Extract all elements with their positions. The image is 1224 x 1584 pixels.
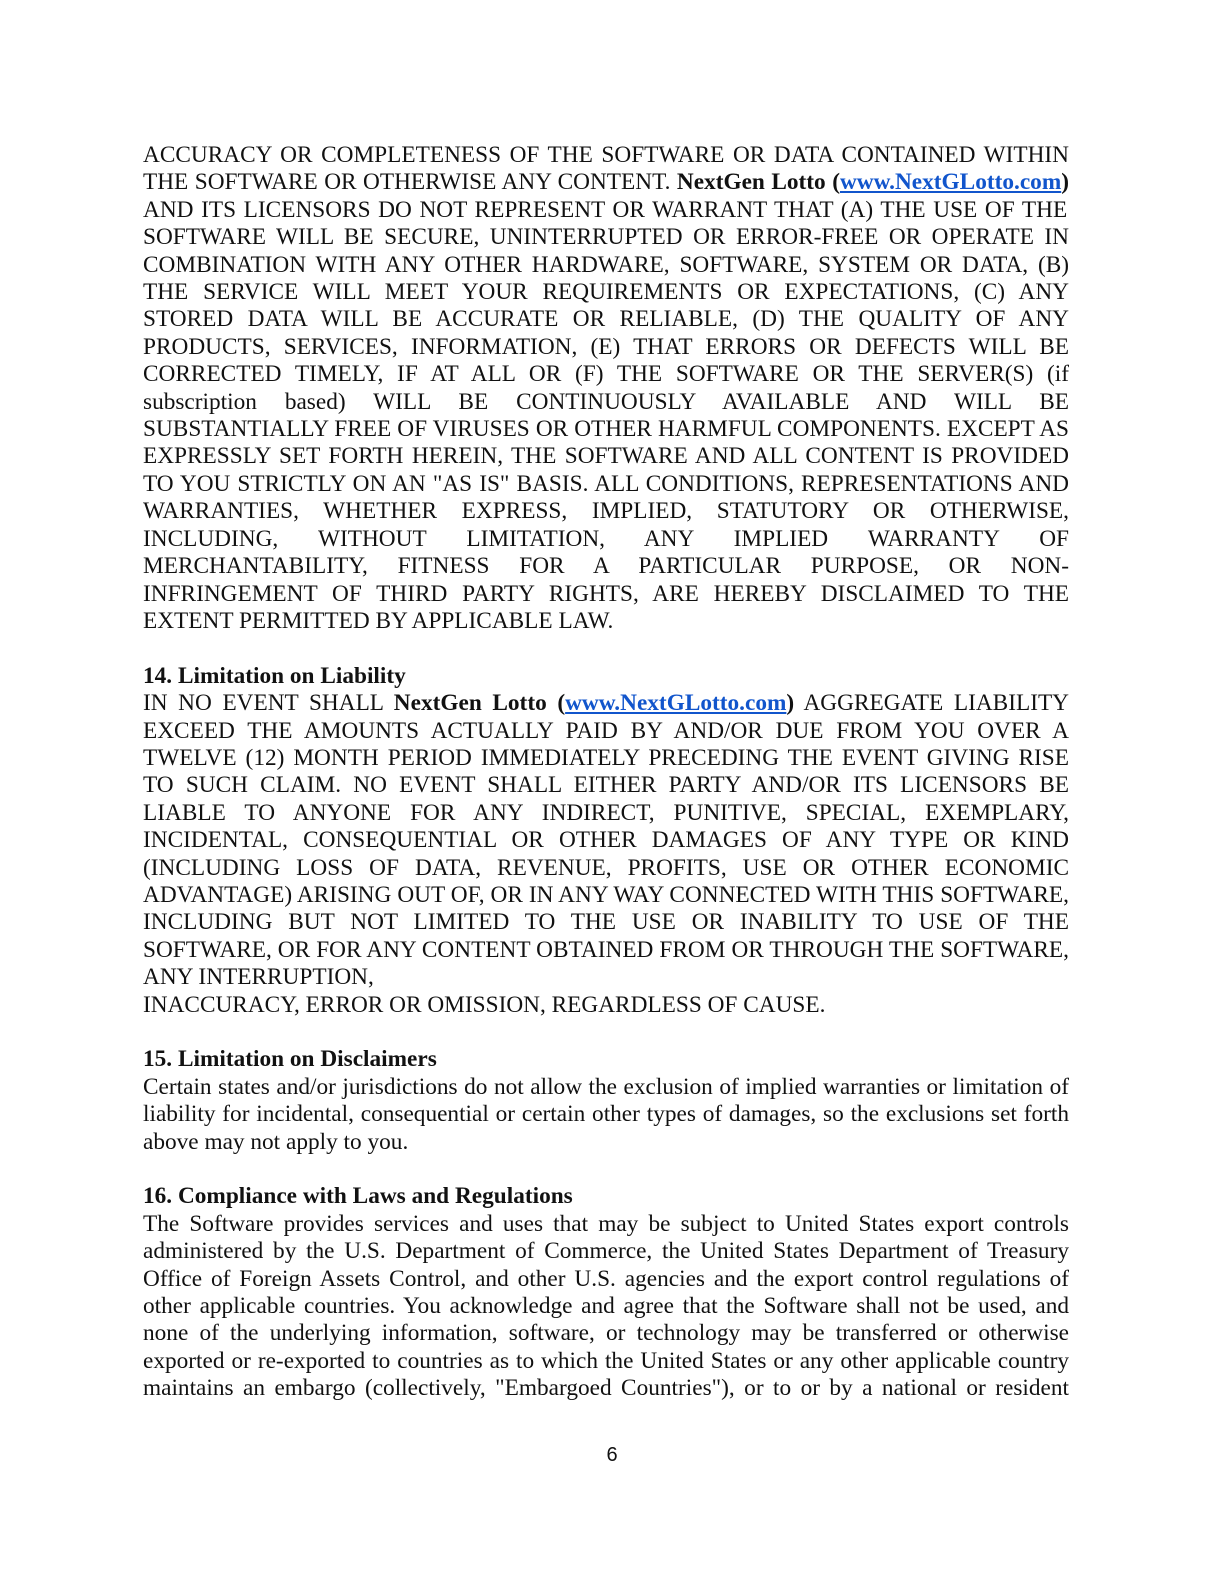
section-14-body [143, 690, 1069, 991]
nextglotto-link[interactable]: www.NextGLotto.com [839, 169, 1062, 196]
section-13-text-part2: AND ITS LICENSORS DO NOT REPRESENT OR WARRANT THAT (A) THE USE OF THE SOFTWARE WILL BE SECURE, UNINTERRUPTED OR ERROR-FREE OR OPERATE IN COMBINATION WITH ANY OTHER HARDWARE, SOFTWARE, SYSTEM OR DATA, (B) THE SERVICE WILL MEET YOUR REQUIREMENTS OR EXPECTATIONS, (C) ANY STORED DATA WILL BE ACCURATE OR RELIABLE, (D) THE QUALITY OF ANY PRODUCTS, SERVICES, INFORMATION, (E) THAT ERRORS OR DEFECTS WILL BE CORRECTED TIMELY, IF AT ALL OR (F) THE SOFTWARE OR THE SERVER(S) (if subscription based) WILL BE CONTINUOUSLY AVAILABLE AND WILL BE SUBSTANTIALLY FREE OF VIRUSES OR OTHER HARMFUL COMPONENTS. EXCEPT AS EXPRESSLY SET FORTH HEREIN, THE SOFTWARE AND ALL CONTENT IS PROVIDED TO YOU STRICTLY ON AN "AS IS" BASIS. ALL CONDITIONS, REPRESENTATIONS AND WARRANTIES, WHETHER EXPRESS, IMPLIED, STATUTORY OR OTHERWISE, INCLUDING, WITHOUT LIMITATION, ANY IMPLIED WARRANTY OF MERCHANTABILITY, FITNESS FOR A PARTICULAR PURPOSE, OR NON-INFRINGEMENT OF THIRD PARTY RIGHTS, ARE HEREBY DISCLAIMED TO THE EXTENT PERMITTED BY APPLICABLE LAW. [143, 196, 1069, 634]
section-16-heading: 16. Compliance with Laws and Regulations [143, 1183, 573, 1210]
paren-open: ( [825, 169, 840, 196]
section-13-text-part1: ACCURACY OR COMPLETENESS OF THE SOFTWARE OR DATA CONTAINED WITHIN THE SOFTWARE OR OTHERWISE ANY CONTENT. [143, 142, 1069, 196]
section-13-continuation [143, 142, 1069, 635]
paragraph-spacer [143, 1019, 1069, 1046]
paren-open: ( [546, 690, 566, 717]
paren-close: ) [1061, 169, 1069, 196]
nextglotto-link[interactable]: www.NextGLotto.com [565, 690, 787, 717]
company-name: NextGen Lotto [393, 690, 547, 717]
section-14-heading: 14. Limitation on Liability [143, 662, 406, 689]
section-14-body-last-line: INACCURACY, ERROR OR OMISSION, REGARDLESS OF CAUSE. [143, 991, 826, 1018]
section-14-text-part1: IN NO EVENT SHALL [143, 690, 394, 717]
page-number: 6 [606, 1444, 618, 1466]
paragraph-spacer [143, 1156, 1069, 1183]
section-14-text-part2: AGGREGATE LIABILITY EXCEED THE AMOUNTS ACTUALLY PAID BY AND/OR DUE FROM YOU OVER A TWELVE (12) MONTH PERIOD IMMEDIATELY PRECEDING THE EVENT GIVING RISE TO SUCH CLAIM. NO EVENT SHALL EITHER PARTY AND/OR ITS LICENSORS BE LIABLE TO ANYONE FOR ANY INDIRECT, PUNITIVE, SPECIAL, EXEMPLARY, INCIDENTAL, CONSEQUENTIAL OR OTHER DAMAGES OF ANY TYPE OR KIND (INCLUDING LOSS OF DATA, REVENUE, PROFITS, USE OR OTHER ECONOMIC ADVANTAGE) ARISING OUT OF, OR IN ANY WAY CONNECTED WITH THIS SOFTWARE, INCLUDING BUT NOT LIMITED TO THE USE OR INABILITY TO USE OF THE SOFTWARE, OR FOR ANY CONTENT OBTAINED FROM OR THROUGH THE SOFTWARE, ANY INTERRUPTION, [143, 690, 1070, 991]
paren-close: ) [786, 690, 795, 717]
document-page [143, 142, 1069, 1403]
section-16-body: The Software provides services and uses that may be subject to United States export controls administered by the U.S. Department of Commerce, the United States Department of Treasury Office of Foreign Assets Control, and other U.S. agencies and the export control regulations of other applicable countries. You acknowledge and agree that the Software shall not be used, and none of the underlying information, software, or technology may be transferred or otherwise exported or re-exported to countries as to which the United States or any other applicable country maintains an embargo (collectively, "Embargoed Countries"), or to or by a national or resident [143, 1210, 1069, 1402]
section-15-heading: 15. Limitation on Disclaimers [143, 1046, 437, 1073]
section-15-body: Certain states and/or jurisdictions do not allow the exclusion of implied warranties or limitation of liability for incidental, consequential or certain other types of damages, so the exclusions set forth above may not apply to you. [143, 1073, 1069, 1155]
company-name: NextGen Lotto [676, 169, 826, 196]
paragraph-spacer [143, 635, 1069, 662]
